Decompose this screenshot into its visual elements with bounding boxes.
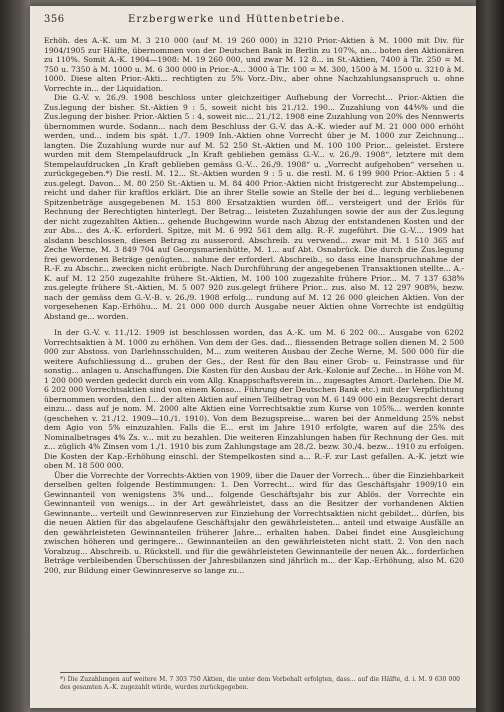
footnote	[60, 676, 460, 691]
paragraph-preference-rights: Über die Vorrechte der Vorrechts-Aktien von 1909, über die Dauer der Vorrech... über die Einziehbarkeit derselben gelten folgende Bestimmungen: 1. Den Vorrecht... wird für das Geschäftsjahr 1909/10 ein Gewinnanteil von wenigstens 3% und... folgende Geschäftsjahr bis zur Ablös. der Vorrechte ein Gewinnanteil von wenigs... in der Art gewährleistet, dass an die Besitzer der vorhandenen Aktien Gewinnante... verteilt und Gewinnreserven zur Einziehung der Vorrechtsaktien nicht gebildet... dürfen, bis die neuen Aktien für das abgelaufene Geschäftsjahr den gewährleisteten... anteil und etwaige Ausfälle an den gewährleisteten Gewinnanteilen früherer Jahre... erhalten haben. Dabei findet eine Ausgleichung zwischen höheren und geringere... Gewinnanteilen an den gewährleisteten nicht statt. 2. Von den nach Vorabzug... Abschreib. u. Rückstell. und für die gewährleisteten Gewinnanteile der neuen Ak... forderlichen Beträge verbleibenden Überschüssen der Jahresbilanzen sind jährlich m... der Kap.-Erhöhung, also M. 620 200, zur Bildung einer Gewinnreserve so lange zu...	[44, 470, 464, 575]
body-text	[44, 36, 464, 662]
paragraph-gv-1908: Die G.-V. v. 26./9. 1908 beschloss unter gleichzeitiger Aufhebung der Vorrecht... Prior.-Aktien die Zus.legung der bisher. St.-Aktien 9 : 5, soweit nicht bis 21./12. 190... Zuzahlung von 44⁴⁄₉% und die Zus.legung der bisher. Prior.-Aktien 5 : 4, soweit nic... 21./12. 1908 eine Zuzahlung von 20% des Nennwerts übernommen wurde. Sodann... nach dem Beschluss der G.-V. das A.-K. wieder auf M. 21 000 000 erhöht werden, und... indem bis spät. 1./7. 1909 Inh.-Aktien ohne Vorrecht über je M. 1000 zur Zeichnung... langten. Die Zuzahlung wurde nur auf M. 52 250 St.-Aktien und M. 100 100 Prior... geleistet. Erstere wurden mit dem Stempelaufdruck „In Kraft geblieben gemäss G.-V... v. 26./9. 1908“, letztere mit dem Stempelaufdrucken „In Kraft geblieben gemäss G.-V... 26./9. 1908“ u. „Vorrecht aufgehoben“ versehen u. zurückgegeben.*) Die restl. M. 12... St.-Aktien wurden 9 : 5 u. die restl. M. 6 199 900 Prior.-Aktien 5 : 4 zus.gelegt. Davon... M. 80 250 St.-Aktien u. M. 84 400 Prior.-Aktien nicht fristgerecht zur Abstempelung... reicht und daher für kraftlos erklärt. Die an ihrer Stelle sowie an Stelle der bei d... legung verbliebenen Spitzenbeträge ausgegebenen M. 153 800 Ersatzaktien wurden öff... versteigert und der Erlös für Rechnung der Berechtigten hinterlegt. Der Betrag... leisteten Zuzahlungen sowie der aus der Zus.legung der nicht zugezahlten Aktien... gehende Buchgewinn wurde nach Abzug der entstandenen Kosten und der zur Abs... des A.-K. erforderl. Spitze, mit M. 6 992 561 dem allg. R.-F. zugeführt. Die G.-V.... 1909 hat alsdann beschlossen, diesen Betrag zu ausserord. Abschreib. zu verwend... zwar mit M. 1 510 365 auf Zeche Werne, M. 3 849 704 auf Georgsmarienhütte, M. 1... auf Abt. Osnabrück. Die durch die Zus.legung frei gewordenen Beträge genügten... nahme der erforderl. Abschreib., so dass eine Inanspruchnahme der R.-F. zu Abschr... zwecken nicht erübrigte. Nach Durchführung der angegebenen Transaktionen stellte... A.-K. auf M. 12 250 zugezahlte frühere St.-Aktien, M. 100 100 zugezahlte frühere Prior... M. 7 137 638⁸⁄₉ zus.gelegte frühere St.-Aktien, M. 5 007 920 zus.gelegt frühere Prior... zus. also M. 12 297 908⁸⁄₉, bezw. nach der gemäss dem G.-V.-B. v. 26./9. 1908 erfolg... rundung auf M. 12 26 000 gleichen Aktien. Von der vorgesehenen Kap.-Erhöhu... M. 21 000 000 durch Ausgabe neuer Aktien ohne Vorrechte ist endgültig Abstand ge... worden.	[44, 93, 464, 321]
book-spine	[476, 0, 504, 712]
page-header	[44, 14, 464, 28]
running-title: Erzbergwerke und Hüttenbetriebe.	[128, 14, 346, 25]
book-left-edge	[0, 0, 30, 712]
paragraph-gv-1909: In der G.-V. v. 11./12. 1909 ist beschlossen worden, das A.-K. um M. 6 202 00... Ausgabe von 6202 Vorrechtsaktien à M. 1000 zu erhöhen. Von dem der Ges. dad... fliessenden Betrage sollen dienen M. 2 500 000 zur Abstoss. von Darlehnsschulden, M... zum weiteren Ausbau der Zeche Werne, M. 500 000 für die weitere Aufschliessung d... gruben der Ges., der Rest für den Bau einer Grob- u. Feinstrasse und für sonstig... anlagen u. Anschaffungen. Die Kosten für den Ausbau der Ark.-Kolonie auf Zeche... in Höhe von M. 1 200 000 werden gedeckt durch ein vom Allg. Knappschaftsverein in... zugesagtes Amort.-Darlehen. Die M. 6 202 000 Vorrechtsaktien sind von einem Konso... Führung der Deutschen Bank etc.) mit der Verpflichtung übernommen worden, den I... der alten Aktien auf einen Teilbetrag von M. 6 149 000 ein Bezugsrecht derart einzu... dass auf je nom. M. 2000 alte Aktien eine Vorrechtsaktie zum Kurse von 105%... werden konnte (geschehen v. 21./12. 1909—10./1. 1910). Von dem Bezugspreise... waren bei der Anmeldung 25% nebst dem Agio von 5% einzuzahlen. Falls die E... erst im Jahre 1910 erfolgte, waren auf die 25% des Nominalbetrages 4% Zs. v... mit zu bezahlen. Die weiteren Einzahlungen haben für Rechnung der Ges. mit z... züglich 4% Zinsen vom 1./1. 1910 bis zum Zahlungstage am 28./2. bezw. 30./4. bezw... 1910 zu erfolgen. Die Kosten der Kap.-Erhöhung einschl. der Stempelkosten sind a... R.-F. zur Last gefallen. A.-K. jetzt wie oben M. 18 500 000.	[44, 328, 464, 470]
footnote-rule	[60, 672, 140, 673]
footnote-text: *) Die Zuzahlungen auf weitere M. 7 303 750 Aktien, die unter dem Vorbehalt erfolgten, dass... auf die Hälfte, d. i. M. 9 630 000 des gesamten A.-K. zugezahlt würde, wurden zurückgegeben.	[60, 676, 460, 691]
page-number: 356	[44, 14, 65, 25]
paragraph-capital-increase-1904: Erhöh. des A.-K. um M. 3 210 000 (auf M. 19 260 000) in 3210 Prior.-Aktien à M. 1000 mit Div. für 1904/1905 zur Hälfte, übernommen von der Deutschen Bank in Berlin zu 107%, an... boten den Aktionären zu 110%. Somit A.-K. 1904—1908: M. 19 260 000, und zwar M. 12 8... in St.-Aktien, 7400 à Tlr. 250 = M. 750 u. 7350 à M. 1000 u. M. 6 300 000 in Prior.-A... 3000 à Tlr. 100 = M. 300, 1500 à M. 1500 u. 3210 à M. 1000. Diese alten Prior.-Akti... rechtigten zu 5% Vorz.-Div., aber ohne Nachzahlungsanspruch u. ohne Vorrechte in... der Liquidation.	[44, 36, 464, 93]
